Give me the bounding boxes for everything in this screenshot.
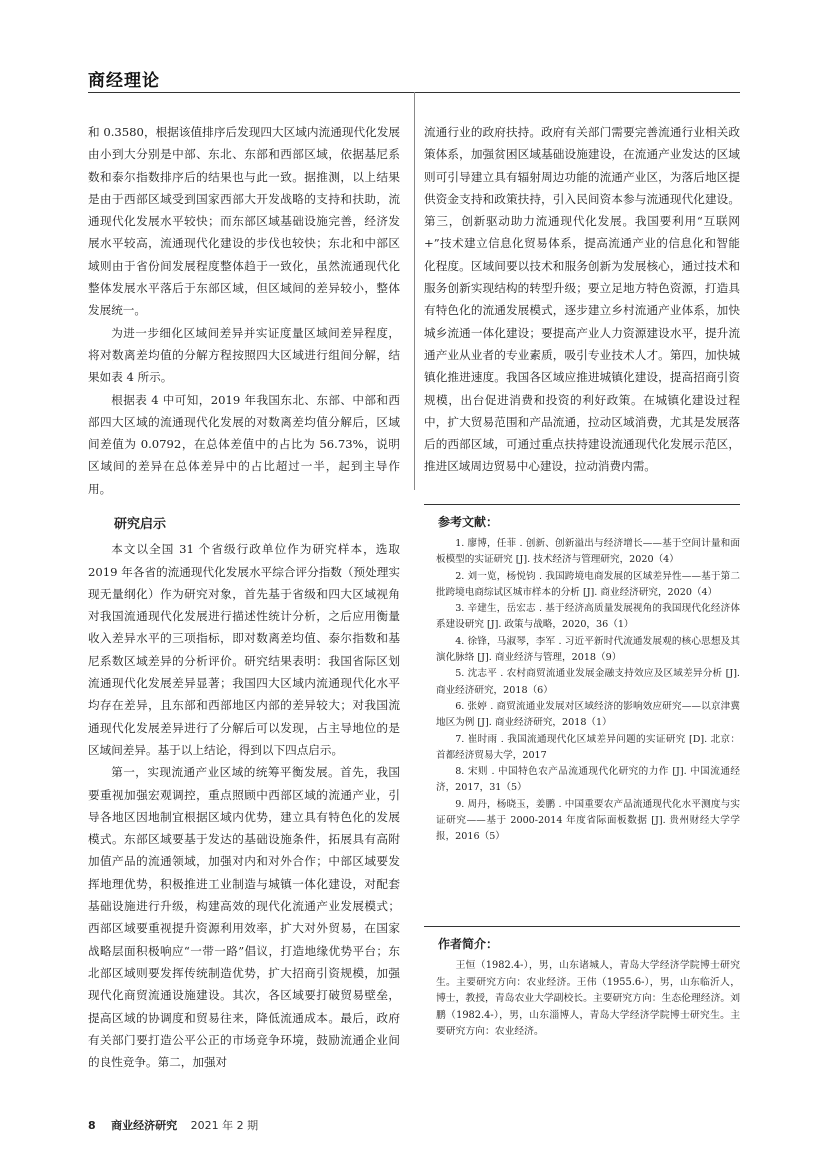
reference-item: 5. 沈志平 . 农村商贸流通业发展金融支持效应及区域差异分析 [J]. 商业经济研究，2018（6） [436, 668, 740, 696]
paragraph: 流通行业的政府扶持。政府有关部门需要完善流通行业相关政策体系，加强贫困区域基础设施建设，在流通产业发达的区域则可引导建立具有辐射周边功能的流通产业区，为落后地区提供资金支持和政策扶持，引入民间资本参与流通现代化建设。第三，创新驱动助力流通现代化发展。我国要利用“互联网 +”技术建立信息化贸易体系，提高流通产业的信息化和智能化程度。区域间要以技术和服务创新为发展核心，通过技术和服务创新实现结构的转型升级；要立足地方特色资源，打造具有特色化的流通发展模式，逐步建立乡村流通产业体系，加快城乡流通一体化建设；要提高产业人力资源建设水平，提升流通产业从业者的专业素质，吸引专业技术人才。第四，加快城镇化推进速度。我国各区域应推进城镇化建设，提高招商引资规模，出台促进消费和投资的利好政策。在城镇化建设过程中，扩大贸易范围和产品流通，拉动区域消费，尤其是发展落后的西部区域，可通过重点扶持建设流通现代化发展示范区，推进区域周边贸易中心建设，拉动消费内需。 [424, 125, 740, 474]
page-header [88, 66, 740, 91]
author-rule [424, 926, 740, 927]
reference-item: 7. 崔时雨 . 我国流通现代化区域差异问题的实证研究 [D]. 北京：首都经济贸易大学，2017 [436, 733, 740, 761]
reference-item: 6. 张婷 . 商贸流通业发展对区域经济的影响效应研究——以京津冀地区为例 [J]. 商业经济研究，2018（1） [436, 700, 740, 729]
right-column-top [424, 121, 740, 478]
reference-item: 8. 宋则 . 中国特色农产品流通现代化研究的力作 [J]. 中国流通经济，2017，31（5） [436, 766, 740, 794]
column-divider [414, 92, 415, 490]
author-text: 王恒（1982.4-），男，山东诸城人，青岛大学经济学院博士研究生。主要研究方向：农业经济。王伟（1955.6-），男，山东临沂人，博士，教授，青岛农业大学副校长。主要研究方向：生态伦理经济。刘鹏（1982.4-），男，山东淄博人，青岛大学经济学院博士研究生。主要研究方向：农业经济。 [436, 960, 740, 1037]
paragraph: 第一，实现流通产业区域的统筹平衡发展。首先，我国要重视加强宏观调控，重点照顾中西部区域的流通产业，引导各地区因地制宜根据区域内优势，建立具有特色化的发展模式。东部区域要基于发达的基础设施条件，拓展具有高附加值产品的流通领域，加强对内和对外合作；中部区域要发挥地理优势，积极推进工业制造与城镇一体化建设，对配套基础设施进行升级，构建高效的现代化流通产业发展模式；西部区域要重视提升资源利用效率，扩大对外贸易，在国家战略层面积极响应“一带一路”倡议，打造地缘优势平台；东北部区域则要发挥传统制造优势，扩大招商引资规模，加强现代化商贸流通设施建设。其次，各区域要打破贸易壁垒，提高区域的协调度和贸易往来，降低流通成本。最后，政府有关部门要打造公平公正的市场竞争环境，鼓励流通企业间的良性竞争。第二，加强对 [88, 765, 400, 1070]
left-column-bottom [88, 514, 400, 1073]
paragraph: 根据表 4 中可知，2019 年我国东北、东部、中部和西部四大区域的流通现代化发展的对数离差均值分解后，区域间差值为 0.0792，在总体差值中的占比为 56.73%，说明区域间的差异在总体差异中的占比超过一半，起到主导作用。 [88, 392, 400, 496]
references-box [424, 504, 740, 846]
journal-name: 商业经济研究 [111, 1119, 178, 1132]
page-number: 8 [88, 1119, 96, 1132]
page-footer [88, 1117, 258, 1133]
reference-item: 3. 辛建生，岳宏志 . 基于经济高质量发展视角的我国现代化经济体系建设研究 [J]. 政策与战略，2020，36（1） [436, 603, 740, 631]
reference-item: 4. 徐锋，马淑琴，李军 . 习近平新时代流通发展观的核心思想及其演化脉络 [J]. 商业经济与管理，2018（9） [436, 635, 740, 664]
reference-item: 1. 廖博，任菲 . 创新、创新溢出与经济增长——基于空间计量和面板模型的实证研究 [J]. 技术经济与管理研究，2020（4） [436, 538, 740, 566]
author-title: 作者简介： [438, 937, 499, 951]
author-box [424, 926, 740, 1041]
reference-item: 2. 刘一览，杨悦钧 . 我国跨境电商发展的区域差异性——基于第二批跨境电商综试区城市样本的分析 [J]. 商业经济研究，2020（4） [436, 570, 740, 598]
paragraph: 和 0.3580，根据该值排序后发现四大区域内流通现代化发展由小到大分别是中部、东北、东部和西部区域，依据基尼系数和泰尔指数排序后的结果也与此一致。据推测，以上结果是由于西部区域受到国家西部大开发战略的支持和扶助，流通现代化发展水平较快；而东部区域基础设施完善，经济发展水平较高，流通现代化建设的步伐也较快；东北和中部区域则由于省份间发展程度整体趋于一致化，虽然流通现代化整体发展水平落后于东部区域，但区域间的差异较小，整体发展统一。 [88, 125, 400, 318]
section-heading: 研究启示 [114, 517, 167, 532]
left-column-top [88, 121, 400, 500]
reference-item: 9. 周丹，杨晓玉，姜鹏 . 中国重要农产品流通现代化水平测度与实证研究——基于 2000-2014 年度省际面板数据 [J]. 贵州财经大学学报，2016（5） [436, 798, 740, 843]
references-list [424, 536, 740, 846]
paragraph: 本文以全国 31 个省级行政单位作为研究样本，选取 2019 年各省的流通现代化发展水平综合评分指数（预处理实现无量纲化）作为研究对象，首先基于省级和四大区域视角对我国流通现代化发展进行描述性统计分析，之后应用衡量收入差异水平的三项指标，即对数离差均值、泰尔指数和基尼系数区域差异的分析评价。研究结果表明：我国省际区划流通现代化发展差异显著；我国四大区域内流通现代化水平均存在差异，且东部和西部地区内部的差异较大；对我国流通现代化发展差异进行了分解后可以发现，占主导地位的是区域间差异。基于以上结论，得到以下四点启示。 [88, 542, 400, 757]
journal-section-title: 商经理论 [88, 71, 160, 91]
journal-issue: 2021 年 2 期 [190, 1119, 259, 1132]
references-rule [424, 504, 740, 505]
references-title: 参考文献： [438, 515, 499, 529]
paragraph: 为进一步细化区域间差异并实证度量区域间差异程度，将对数离差均值的分解方程按照四大区域进行组间分解，结果如表 4 所示。 [88, 325, 400, 385]
